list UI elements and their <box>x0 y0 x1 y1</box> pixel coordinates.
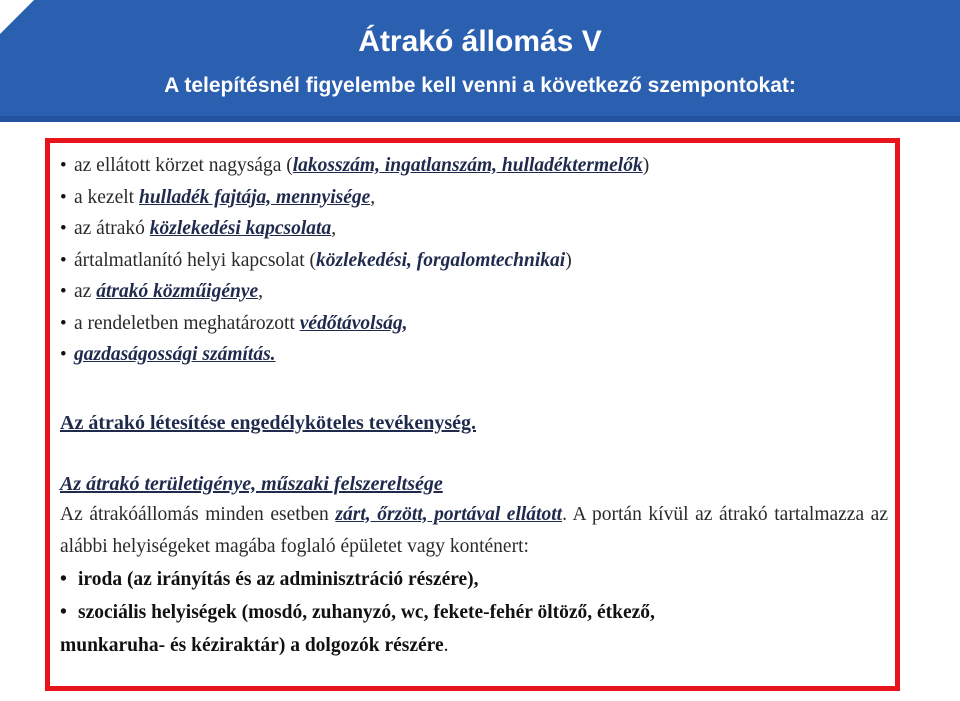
permit-statement: Az átrakó létesítése engedélyköteles tevékenység. <box>60 411 476 434</box>
facility-text-continued: munkaruha- és kéziraktár) a dolgozók részére <box>60 634 444 656</box>
criteria-item <box>60 308 890 340</box>
criteria-item <box>60 339 890 371</box>
criteria-text: ártalmatlanító helyi kapcsolat ( <box>74 249 317 271</box>
criteria-suffix: , <box>370 186 376 208</box>
criteria-suffix: , <box>258 281 264 302</box>
criteria-item <box>60 276 890 308</box>
criteria-text: az ellátott körzet nagysága ( <box>74 155 293 176</box>
slide-subtitle: A telepítésnél figyelembe kell venni a következő szempontokat: <box>164 74 796 97</box>
section-title: Az átrakó területigénye, műszaki felszereltsége <box>60 472 443 495</box>
criteria-suffix: , <box>331 218 337 239</box>
criteria-item <box>60 182 890 214</box>
criteria-highlight: közlekedési kapcsolata <box>149 218 332 239</box>
criteria-suffix: ) <box>642 155 650 176</box>
facility-list <box>60 563 890 662</box>
criteria-item <box>60 245 890 277</box>
header-band <box>0 0 960 122</box>
criteria-suffix: ) <box>565 249 572 271</box>
criteria-highlight: lakosszám, ingatlanszám, hulladéktermelők <box>292 155 643 176</box>
facility-text-end: . <box>443 634 449 656</box>
paragraph-text: Az átrakóállomás minden esetben <box>60 503 336 525</box>
facility-item <box>60 596 890 662</box>
paragraph-text-rest: . A portán kívül az átrakó tartalmazza az alábbi helyiségeket magába foglaló épületet vagy konténert: <box>60 503 888 557</box>
criteria-highlight: közlekedési, forgalomtechnikai <box>316 249 566 271</box>
content <box>60 150 890 662</box>
criteria-item <box>60 150 890 182</box>
facility-text: iroda (az irányítás és az adminisztráció részére), <box>78 568 479 590</box>
paragraph-highlight: zárt, őrzött, portával ellátott <box>335 503 563 525</box>
criteria-highlight: hulladék fajtája, mennyisége <box>138 186 371 208</box>
criteria-text: az <box>74 281 97 302</box>
slide-title: Átrakó állomás V <box>358 25 602 58</box>
criteria-list <box>60 150 890 371</box>
criteria-highlight: védőtávolság, <box>299 312 408 334</box>
criteria-highlight: gazdaságossági számítás. <box>74 344 276 365</box>
criteria-text: az átrakó <box>74 218 150 239</box>
criteria-highlight: átrakó közműigénye <box>96 281 259 302</box>
header-accent-line <box>0 116 960 122</box>
criteria-item <box>60 213 890 245</box>
section-paragraph <box>60 499 888 563</box>
criteria-text: a kezelt <box>74 186 139 208</box>
criteria-text: a rendeletben meghatározott <box>74 312 300 334</box>
facility-text: szociális helyiségek (mosdó, zuhanyzó, wc, fekete-fehér öltöző, étkező, <box>78 601 655 623</box>
facility-item <box>60 563 890 596</box>
